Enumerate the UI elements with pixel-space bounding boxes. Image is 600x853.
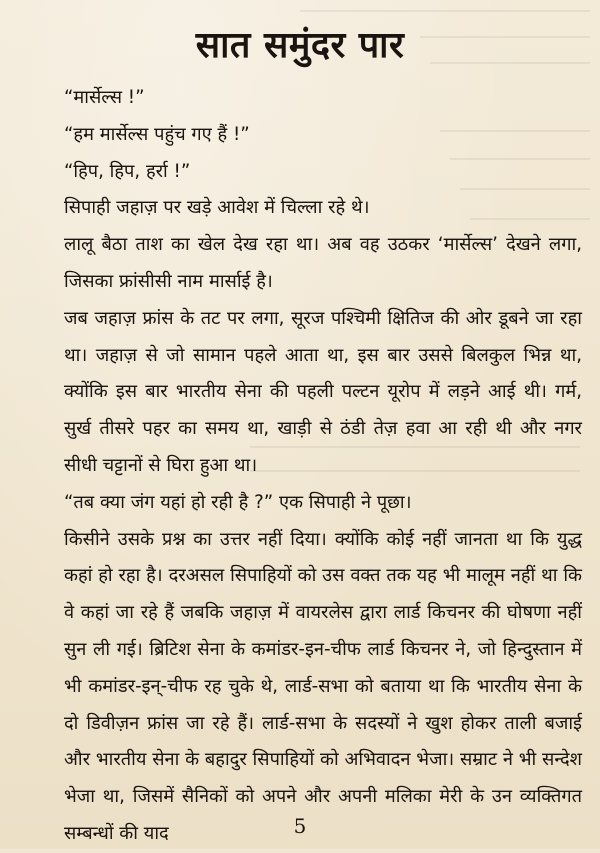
paragraph-kitchener: किसीने उसके प्रश्न का उत्तर नहीं दिया। क्योंकि कोई नहीं जानता था कि युद्ध कहां हो रहा है। दरअसल सिपाहियों को उस वक्त तक यह भी मालूम नहीं था कि वे कहां जा रहे हैं जबकि जहाज़ में वायरलेस द्वारा लार्ड किचनर की घोषणा नहीं सुन ली गई। ब्रिटिश सेना के कमांडर-इन-चीफ लार्ड किचनर ने, जो हिन्दुस्तान में भी कमांडर-इन्-चीफ रह चुके थे, लार्ड-सभा को बताया था कि भारतीय सेना के दो डिवीज़न फ्रांस जा रहे हैं। लार्ड-सभा के सदस्यों ने खुश होकर ताली बजाई और भारतीय सेना के बहादुर सिपाहियों को अभिवादन भेजा। सम्राट ने भी सन्देश भेजा था, जिसमें सैनिकों को अपने और अपनी मलिका मेरी के उन व्यक्तिगत सम्बन्धों की याद	[64, 528, 582, 844]
paragraph-arrival: जब जहाज़ फ्रांस के तट पर लगा, सूरज पश्चिमी क्षितिज की ओर डूबने जा रहा था। जहाज़ से जो सामान पहले आता था, इस बार उससे बिलकुल भिन्न था, क्योंकि इस बार भारतीय सेना की पहली पल्टन यूरोप में लड़ने आई थी। गर्म, सुर्ख तीसरे पहर का समय था, खाड़ी से ठंडी तेज़ हवा आ रही थी और नगर सीधी चट्टानों से घिरा हुआ था।	[64, 307, 582, 476]
chapter-title: सात समुंदर पार	[195, 25, 405, 66]
paragraph-question: “तब क्या जंग यहां हो रही है ?” एक सिपाही ने पूछा।	[64, 491, 412, 513]
paragraph-lalu: लालू बैठा ताश का खेल देख रहा था। अब वह उठकर ‘मार्सेल्स’ देखने लगा, जिसका फ्रांसीसी नाम मार्साई है।	[64, 234, 582, 292]
dialogue-line-1: “मार्सेल्स !”	[64, 87, 145, 108]
dialogue-line-2: “हम मार्सेल्स पहुंच गए हैं !”	[64, 123, 250, 145]
dialogue-line-3: “हिप, हिप, हर्रा !”	[64, 160, 191, 182]
body-text	[18, 80, 582, 853]
paragraph-soldiers: सिपाही जहाज़ पर खड़े आवेश में चिल्ला रहे थे।	[64, 197, 370, 219]
page-number: 5	[293, 814, 307, 838]
